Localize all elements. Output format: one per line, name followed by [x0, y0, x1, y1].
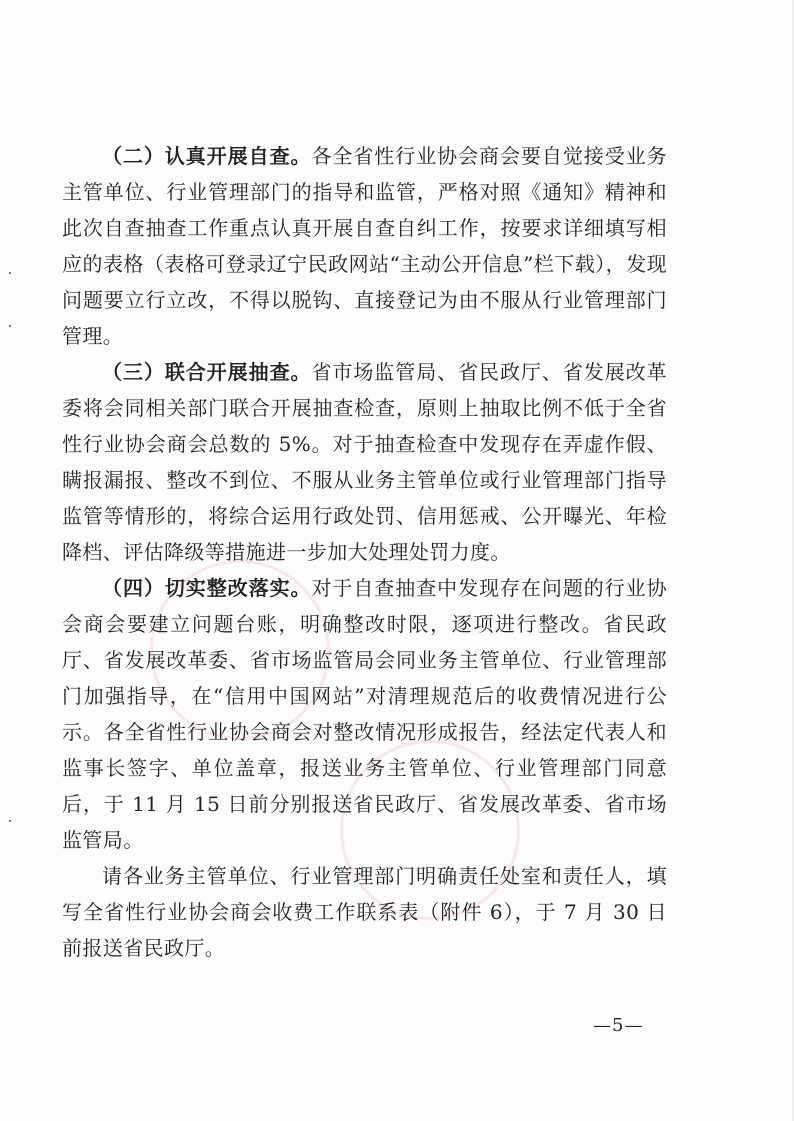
- paragraph-text: 对于自查抽查中发现存在问题的行业协会商会要建立问题台账，明确整改时限，逐项进行整改。省民政厅、省发展改革委、省市场监管局会同业务主管单位、行业管理部门加强指导，在“信用中国网站”对清理规范后的收费情况进行公示。各全省性行业协会商会对整改情况形成报告，经法定代表人和监事长签字、单位盖章，报送业务主管单位、行业管理部门同意后，于 11 月 15 日前分别报送省民政厅、省发展改革委、省市场监管局。: [62, 576, 667, 852]
- paragraph-joint-inspection: [62, 354, 667, 570]
- page-number: —5—: [593, 1015, 644, 1036]
- paragraph-text: 省市场监管局、省民政厅、省发展改革委将会同相关部门联合开展抽查检查，原则上抽取比例不低于全省性行业协会商会总数的 5%。对于抽查检查中发现存在弄虚作假、瞒报漏报、整改不到位、不服从业务主管单位或行业管理部门指导监管等情形的，将综合运用行政处罚、信用惩戒、公开曝光、年检降档、评估降级等措施进一步加大处理处罚力度。: [62, 360, 667, 564]
- paragraph-self-inspection: [62, 138, 667, 354]
- margin-mark: [9, 820, 11, 822]
- paragraph-contact-request: [62, 858, 667, 966]
- margin-mark: [9, 325, 11, 327]
- paragraph-heading: （二）认真开展自查。: [102, 144, 312, 168]
- paragraph-text: 各全省性行业协会商会要自觉接受业务主管单位、行业管理部门的指导和监管，严格对照《通知》精神和此次自查抽查工作重点认真开展自查自纠工作，按要求详细填写相应的表格（表格可登录辽宁民政网站“主动公开信息”栏下载），发现问题要立行立改，不得以脱钩、直接登记为由不服从行业管理部门管理。: [62, 144, 667, 348]
- paragraph-rectification: [62, 570, 667, 858]
- paragraph-text: 请各业务主管单位、行业管理部门明确责任处室和责任人，填写全省性行业协会商会收费工作联系表（附件 6），于 7 月 30 日前报送省民政厅。: [62, 864, 667, 960]
- paragraph-heading: （四）切实整改落实。: [102, 576, 312, 600]
- margin-mark: [9, 272, 11, 274]
- document-body: [62, 138, 667, 966]
- paragraph-heading: （三）联合开展抽查。: [102, 360, 312, 384]
